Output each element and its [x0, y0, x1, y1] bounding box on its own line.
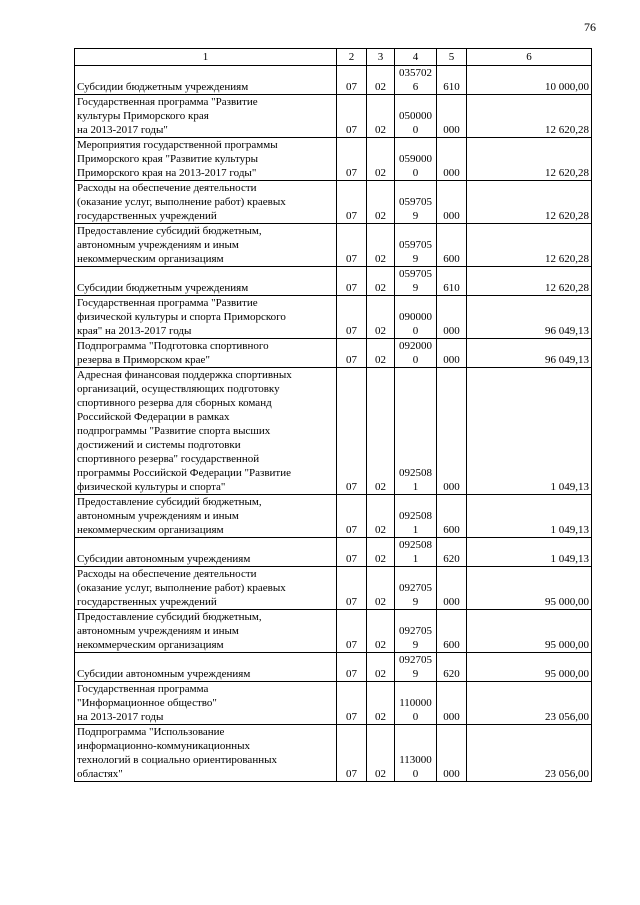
expense-type-cell-text: 000: [443, 596, 460, 608]
target-article-cell-text: 092705 9: [399, 582, 432, 608]
expense-type-cell: [437, 653, 467, 682]
row-name-cell: [75, 66, 337, 95]
section-code-cell: [337, 296, 367, 339]
target-article-cell: [395, 610, 437, 653]
table-row: [75, 725, 592, 782]
row-name-cell: [75, 567, 337, 610]
row-name-cell-text: Адресная финансовая поддержка спортивных организаций, осуществляющих подготовку спортивного резерва для сборных команд Российской Федерации в рамках подпрограммы "Развитие спорта высших достижений и системы подготовки спортивного резерва" государственной программы Российской Федерации "Развитие физической культуры и спорта": [77, 369, 292, 493]
subsection-code-cell: [367, 138, 395, 181]
section-code-cell-text: 07: [346, 596, 357, 608]
section-code-cell: [337, 725, 367, 782]
row-name-cell-text: Субсидии бюджетным учреждениям: [77, 282, 249, 294]
target-article-cell-text: 035702 6: [399, 67, 432, 93]
subsection-code-cell: [367, 181, 395, 224]
section-code-cell-text: 07: [346, 282, 357, 294]
expense-type-cell-text: 600: [443, 524, 460, 536]
expense-type-cell: [437, 181, 467, 224]
table-header: [75, 49, 592, 66]
header-col-3: 3: [367, 49, 395, 66]
expense-type-cell-text: 000: [443, 325, 460, 337]
expense-type-cell-text: 000: [443, 124, 460, 136]
section-code-cell-text: 07: [346, 481, 357, 493]
subsection-code-cell: [367, 339, 395, 368]
section-code-cell-text: 07: [346, 668, 357, 680]
table-row: [75, 538, 592, 567]
table-row: [75, 66, 592, 95]
section-code-cell-text: 07: [346, 167, 357, 179]
header-col-4: 4: [395, 49, 437, 66]
expense-type-cell: [437, 224, 467, 267]
row-name-cell: [75, 138, 337, 181]
table-row: [75, 682, 592, 725]
amount-cell-text: 95 000,00: [545, 639, 589, 651]
amount-cell: [467, 224, 592, 267]
target-article-cell: [395, 567, 437, 610]
target-article-cell: [395, 538, 437, 567]
table-row: [75, 368, 592, 495]
subsection-code-cell-text: 02: [375, 253, 386, 265]
row-name-cell-text: Мероприятия государственной программы Приморского края "Развитие культуры Приморского края на 2013-2017 годы": [77, 139, 278, 179]
amount-cell-text: 12 620,28: [545, 210, 589, 222]
section-code-cell: [337, 567, 367, 610]
section-code-cell: [337, 653, 367, 682]
expense-type-cell: [437, 682, 467, 725]
amount-cell-text: 96 049,13: [545, 325, 589, 337]
amount-cell: [467, 95, 592, 138]
section-code-cell: [337, 610, 367, 653]
header-col-2: 2: [337, 49, 367, 66]
target-article-cell-text: 092508 1: [399, 510, 432, 536]
subsection-code-cell-text: 02: [375, 668, 386, 680]
section-code-cell: [337, 224, 367, 267]
expense-type-cell-text: 600: [443, 639, 460, 651]
subsection-code-cell: [367, 296, 395, 339]
section-code-cell-text: 07: [346, 639, 357, 651]
amount-cell-text: 95 000,00: [545, 596, 589, 608]
subsection-code-cell: [367, 66, 395, 95]
subsection-code-cell-text: 02: [375, 768, 386, 780]
section-code-cell-text: 07: [346, 768, 357, 780]
amount-cell-text: 23 056,00: [545, 768, 589, 780]
row-name-cell-text: Субсидии автономным учреждениям: [77, 668, 251, 680]
subsection-code-cell-text: 02: [375, 282, 386, 294]
target-article-cell-text: 090000 0: [399, 311, 432, 337]
amount-cell-text: 12 620,28: [545, 167, 589, 179]
target-article-cell: [395, 495, 437, 538]
section-code-cell: [337, 267, 367, 296]
subsection-code-cell-text: 02: [375, 711, 386, 723]
subsection-code-cell: [367, 368, 395, 495]
section-code-cell: [337, 538, 367, 567]
section-code-cell: [337, 368, 367, 495]
table-row: [75, 181, 592, 224]
budget-table: [74, 48, 592, 782]
subsection-code-cell-text: 02: [375, 167, 386, 179]
amount-cell-text: 95 000,00: [545, 668, 589, 680]
row-name-cell-text: Субсидии автономным учреждениям: [77, 553, 251, 565]
target-article-cell-text: 059705 9: [399, 239, 432, 265]
expense-type-cell: [437, 495, 467, 538]
subsection-code-cell: [367, 653, 395, 682]
target-article-cell: [395, 224, 437, 267]
target-article-cell-text: 059000 0: [399, 153, 432, 179]
amount-cell: [467, 495, 592, 538]
amount-cell-text: 1 049,13: [550, 481, 589, 493]
section-code-cell: [337, 66, 367, 95]
expense-type-cell: [437, 339, 467, 368]
row-name-cell-text: Государственная программа "Развитие физической культуры и спорта Приморского края" на 2013-2017 годы: [77, 297, 286, 337]
subsection-code-cell-text: 02: [375, 596, 386, 608]
header-col-5: 5: [437, 49, 467, 66]
target-article-cell-text: 059705 9: [399, 268, 432, 294]
row-name-cell: [75, 339, 337, 368]
row-name-cell-text: Государственная программа "Развитие культуры Приморского края на 2013-2017 годы": [77, 96, 258, 136]
target-article-cell: [395, 138, 437, 181]
expense-type-cell-text: 000: [443, 711, 460, 723]
target-article-cell: [395, 66, 437, 95]
row-name-cell-text: Подпрограмма "Подготовка спортивного резерва в Приморском крае": [77, 340, 269, 366]
expense-type-cell-text: 620: [443, 553, 460, 565]
expense-type-cell-text: 000: [443, 354, 460, 366]
expense-type-cell: [437, 538, 467, 567]
section-code-cell-text: 07: [346, 210, 357, 222]
row-name-cell: [75, 296, 337, 339]
target-article-cell-text: 092705 9: [399, 625, 432, 651]
subsection-code-cell-text: 02: [375, 325, 386, 337]
amount-cell: [467, 725, 592, 782]
subsection-code-cell-text: 02: [375, 210, 386, 222]
subsection-code-cell: [367, 538, 395, 567]
target-article-cell: [395, 653, 437, 682]
row-name-cell: [75, 95, 337, 138]
expense-type-cell-text: 610: [443, 81, 460, 93]
target-article-cell: [395, 296, 437, 339]
amount-cell-text: 12 620,28: [545, 253, 589, 265]
section-code-cell-text: 07: [346, 124, 357, 136]
row-name-cell: [75, 267, 337, 296]
amount-cell: [467, 567, 592, 610]
subsection-code-cell-text: 02: [375, 481, 386, 493]
expense-type-cell: [437, 368, 467, 495]
amount-cell-text: 12 620,28: [545, 282, 589, 294]
expense-type-cell-text: 000: [443, 210, 460, 222]
expense-type-cell-text: 600: [443, 253, 460, 265]
amount-cell: [467, 138, 592, 181]
table-row: [75, 138, 592, 181]
table-row: [75, 224, 592, 267]
row-name-cell: [75, 610, 337, 653]
subsection-code-cell: [367, 610, 395, 653]
row-name-cell: [75, 181, 337, 224]
target-article-cell: [395, 95, 437, 138]
target-article-cell: [395, 181, 437, 224]
amount-cell: [467, 181, 592, 224]
amount-cell: [467, 66, 592, 95]
expense-type-cell: [437, 567, 467, 610]
target-article-cell: [395, 682, 437, 725]
row-name-cell: [75, 538, 337, 567]
expense-type-cell: [437, 725, 467, 782]
amount-cell: [467, 682, 592, 725]
page-number: 76: [584, 20, 596, 34]
expense-type-cell-text: 000: [443, 167, 460, 179]
subsection-code-cell-text: 02: [375, 639, 386, 651]
subsection-code-cell: [367, 95, 395, 138]
subsection-code-cell: [367, 224, 395, 267]
expense-type-cell-text: 610: [443, 282, 460, 294]
subsection-code-cell: [367, 495, 395, 538]
section-code-cell: [337, 682, 367, 725]
amount-cell: [467, 610, 592, 653]
expense-type-cell-text: 000: [443, 481, 460, 493]
table-row: [75, 267, 592, 296]
row-name-cell: [75, 725, 337, 782]
subsection-code-cell: [367, 725, 395, 782]
row-name-cell-text: Подпрограмма "Использование информационно-коммуникационных технологий в социально ориентированных областях": [77, 726, 277, 780]
section-code-cell: [337, 138, 367, 181]
table-row: [75, 653, 592, 682]
expense-type-cell-text: 000: [443, 768, 460, 780]
amount-cell-text: 1 049,13: [550, 553, 589, 565]
amount-cell: [467, 538, 592, 567]
expense-type-cell: [437, 610, 467, 653]
target-article-cell-text: 059705 9: [399, 196, 432, 222]
header-col-1: 1: [75, 49, 337, 66]
target-article-cell-text: 092000 0: [399, 340, 432, 366]
amount-cell-text: 12 620,28: [545, 124, 589, 136]
amount-cell-text: 96 049,13: [545, 354, 589, 366]
amount-cell: [467, 339, 592, 368]
row-name-cell-text: Государственная программа "Информационное общество" на 2013-2017 годы: [77, 683, 217, 723]
target-article-cell-text: 113000 0: [399, 754, 432, 780]
row-name-cell-text: Расходы на обеспечение деятельности (оказание услуг, выполнение работ) краевых государственных учреждений: [77, 182, 286, 222]
section-code-cell: [337, 95, 367, 138]
row-name-cell: [75, 495, 337, 538]
table-row: [75, 567, 592, 610]
table-body: [75, 66, 592, 782]
header-row: [75, 49, 592, 66]
expense-type-cell: [437, 95, 467, 138]
subsection-code-cell-text: 02: [375, 354, 386, 366]
table-row: [75, 610, 592, 653]
amount-cell-text: 10 000,00: [545, 81, 589, 93]
subsection-code-cell-text: 02: [375, 81, 386, 93]
expense-type-cell: [437, 66, 467, 95]
section-code-cell-text: 07: [346, 253, 357, 265]
row-name-cell: [75, 653, 337, 682]
header-col-6: 6: [467, 49, 592, 66]
section-code-cell-text: 07: [346, 524, 357, 536]
target-article-cell: [395, 267, 437, 296]
section-code-cell-text: 07: [346, 81, 357, 93]
target-article-cell-text: 092508 1: [399, 467, 432, 493]
amount-cell-text: 1 049,13: [550, 524, 589, 536]
table-row: [75, 339, 592, 368]
subsection-code-cell-text: 02: [375, 524, 386, 536]
section-code-cell-text: 07: [346, 553, 357, 565]
row-name-cell: [75, 224, 337, 267]
section-code-cell-text: 07: [346, 354, 357, 366]
amount-cell: [467, 653, 592, 682]
expense-type-cell: [437, 267, 467, 296]
table-row: [75, 95, 592, 138]
row-name-cell: [75, 368, 337, 495]
row-name-cell-text: Расходы на обеспечение деятельности (оказание услуг, выполнение работ) краевых государственных учреждений: [77, 568, 286, 608]
amount-cell: [467, 368, 592, 495]
expense-type-cell: [437, 138, 467, 181]
amount-cell: [467, 267, 592, 296]
section-code-cell-text: 07: [346, 711, 357, 723]
target-article-cell-text: 092508 1: [399, 539, 432, 565]
row-name-cell: [75, 682, 337, 725]
subsection-code-cell: [367, 267, 395, 296]
section-code-cell: [337, 339, 367, 368]
subsection-code-cell-text: 02: [375, 124, 386, 136]
target-article-cell-text: 092705 9: [399, 654, 432, 680]
section-code-cell: [337, 495, 367, 538]
subsection-code-cell: [367, 682, 395, 725]
target-article-cell: [395, 725, 437, 782]
expense-type-cell: [437, 296, 467, 339]
row-name-cell-text: Предоставление субсидий бюджетным, автономным учреждениям и иным некоммерческим организациям: [77, 225, 262, 265]
section-code-cell-text: 07: [346, 325, 357, 337]
target-article-cell: [395, 339, 437, 368]
target-article-cell-text: 050000 0: [399, 110, 432, 136]
row-name-cell-text: Субсидии бюджетным учреждениям: [77, 81, 249, 93]
target-article-cell-text: 110000 0: [399, 697, 432, 723]
table-row: [75, 296, 592, 339]
expense-type-cell-text: 620: [443, 668, 460, 680]
subsection-code-cell-text: 02: [375, 553, 386, 565]
row-name-cell-text: Предоставление субсидий бюджетным, автономным учреждениям и иным некоммерческим организациям: [77, 611, 262, 651]
subsection-code-cell: [367, 567, 395, 610]
target-article-cell: [395, 368, 437, 495]
table-row: [75, 495, 592, 538]
amount-cell-text: 23 056,00: [545, 711, 589, 723]
row-name-cell-text: Предоставление субсидий бюджетным, автономным учреждениям и иным некоммерческим организациям: [77, 496, 262, 536]
section-code-cell: [337, 181, 367, 224]
amount-cell: [467, 296, 592, 339]
